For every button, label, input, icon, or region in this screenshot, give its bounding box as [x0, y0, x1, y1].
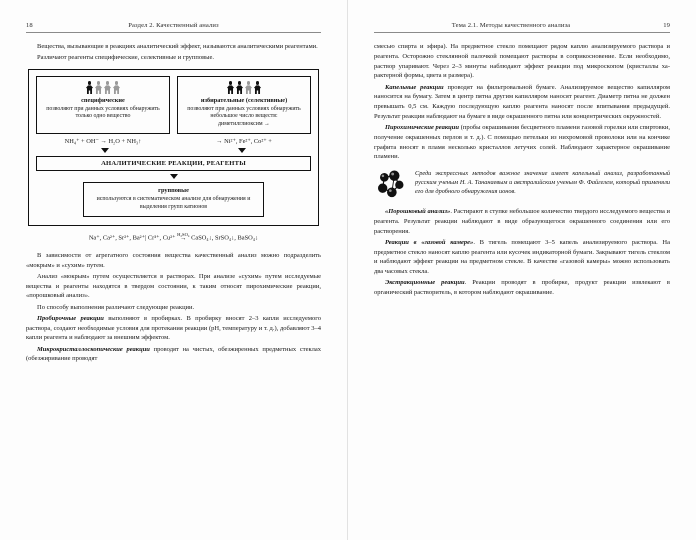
note-text: Среди экспрессных методов важное значение имеет капельный анализ, разработанный русским ученым Н. А. Тананаевым и австралийским ученым Ф. Файгелем, который применяли его для дробного обнаружения ионов.	[415, 170, 670, 196]
group-reagents-box	[83, 182, 265, 216]
paragraph	[374, 123, 670, 162]
paragraph	[26, 345, 321, 365]
right-running-head: Тема 2.1. Методы качественного анализа	[451, 22, 571, 29]
arrow-down-icon	[170, 174, 178, 179]
person-icon	[254, 81, 261, 94]
term-rest: (пробы окрашивания бесцветного пламени газовой горелки или спиртовки, получение окрашенных перлов и т. д.). С помощью петельки из нихромовой проволоки или на кончике графита вносят в пламя несколько кристаллов летучих солей. Наблюдают характерное окрашивание пламени.	[374, 124, 670, 161]
right-page	[348, 0, 696, 540]
term-lead: Экстракционные реакции	[385, 279, 465, 287]
left-header	[26, 22, 321, 33]
group-title: групповые	[158, 187, 189, 195]
reagents-diagram	[28, 69, 319, 226]
term-rest: . В тигель помещают 3–5 капель анализируемого раствора. На предметное стекло наносят каплю реагента или кусочек индикаторной бумаги. Закрывают тигель стеклом и наблюдают эффект реакции на предметном стекле. В качестве «газовой камеры» можно использовать два часовых стекла.	[374, 238, 670, 275]
selective-subtext: диметилглиоксим →	[218, 121, 270, 128]
arrow-down-icon	[238, 148, 246, 153]
term-lead: Реакции в «газовой камере»	[385, 238, 474, 246]
figure-group-specific	[41, 81, 165, 94]
diagram-arrows	[36, 145, 311, 156]
term-lead: Пирохимические реакции	[385, 124, 459, 131]
arrow-down-icon	[101, 148, 109, 153]
person-icon	[104, 81, 111, 94]
group-reaction-equation	[26, 233, 321, 243]
note-callout	[374, 169, 670, 199]
specific-title: специфические	[81, 97, 125, 104]
group-text: используются в систематическом анализе для обнаружения и выделения групп катионов	[96, 195, 251, 210]
term-rest: . Реакции проводят в пробирке, продукт реакции извлекают в органический растворитель, в котором наблюдают окрашивание.	[374, 279, 670, 296]
person-icon	[236, 81, 243, 94]
reaction-arrow: H₂SO₄ →	[177, 231, 190, 243]
selective-title: избирательные (селективные)	[200, 97, 288, 104]
person-icon	[245, 81, 252, 94]
paragraph: В зависимости от агрегатного состояния вещества качественный анализ можно подразделить «мокрым» и «сухим» путем.	[26, 251, 321, 269]
figure-group-selective	[182, 81, 306, 94]
selective-text: позволяют при данных условиях обнаружить небольшое число веществ:	[187, 105, 301, 120]
term-rest: проводят на чистых, обезжиренных предметных стеклах (обезжиривание проводят	[26, 345, 321, 363]
paragraph	[374, 278, 670, 298]
right-header	[374, 22, 670, 33]
term-rest: проводят на фильтровальной бумаге. Анализируемое вещество капилляром наносится на бумагу. Затем в центр пятна другим капилляром наносят реагент. Диаметр пятна не должен превышать 0,5 см. Каждую последующую каплю реагента наносят после впитывания предыдущей. Результат реакции наблюдают на бумаге в виде окрашенного пятна или концентрических окружностей.	[374, 83, 671, 120]
specific-text: позволяют при данных условиях обнаружить только одно вещество	[46, 105, 160, 120]
selective-formula: → Ni²⁺, Fe²⁺, Co²⁺ +	[216, 138, 272, 146]
left-folio: 18	[26, 22, 33, 29]
paragraph	[26, 314, 321, 343]
term-rest: . Растирают в ступке небольшое количество твердого исследуемого вещества и реагента. Результат реакции наблюдают в виде образующегося окрашенного соединения или его растворения.	[374, 208, 670, 235]
selective-reagents-box	[177, 76, 311, 134]
diagram-top-row	[36, 76, 311, 134]
paragraph	[374, 83, 670, 122]
specific-reagents-box	[36, 76, 170, 134]
paragraph: По способу выполнения различают следующие реакции.	[37, 303, 195, 311]
paragraph: Различают реагенты специфические, селективные и групповые.	[37, 54, 215, 62]
person-icon	[227, 81, 234, 94]
term-lead: Капельные реакции	[385, 83, 444, 91]
term-lead: «Порошковый анализ»	[385, 208, 451, 215]
reaction-products: CaSO₄↓, SrSO₄↓, BaSO₄↓	[191, 234, 259, 242]
term-lead: Пробирочные реакции	[37, 314, 104, 322]
paragraph	[374, 207, 670, 236]
person-icon	[86, 81, 93, 94]
left-running-head: Раздел 2. Качественный анализ	[128, 22, 219, 29]
diagram-formula-row	[36, 134, 311, 145]
paragraph: Вещества, вызывающие в реакциях аналитический эффект, называются аналитическими реагентами.	[37, 43, 318, 50]
reaction-arrow-label: H₂SO₄	[177, 231, 190, 237]
person-icon	[95, 81, 102, 94]
person-icon	[113, 81, 120, 94]
paragraph	[374, 238, 670, 277]
right-folio: 19	[663, 22, 670, 29]
reaction-reagents: Na⁺, Ca²⁺, Sr²⁺, Ba²⁺| Cr³⁺, Cu²⁺	[88, 234, 176, 242]
diagram-band: АНАЛИТИЧЕСКИЕ РЕАКЦИИ, РЕАГЕНТЫ	[36, 156, 311, 171]
paragraph: смесью спирта и эфира). На предметное стекло помещают рядом каплю анализируемого раствора и реагента. Осторожно стеклянной палочкой помещают растворы в соприкосновение. Если необходимо, раствор упаривают. Через 2–3 минуты наблюдают эффект реакции под микроскопом (кристаллы характерной формы, цвета и размера).	[374, 43, 670, 80]
paragraph: Анализ «мокрым» путем осуществляется в растворах. При анализе «сухим» путем исследуемые вещества и реагенты находятся в твердом состоянии, к таким относят пирохимические реакции, «порошковый анализ».	[26, 272, 321, 300]
term-rest: выполняют в пробирках. В пробирку вносят 2–3 капли исследуемого раствора, создают необходимые условия для протекания реакции (рН, температуру и т. д.), добавляют 3–4 капли реагента и наблюдают за внешним эффектом.	[26, 314, 321, 342]
molecule-icon	[374, 169, 408, 199]
specific-formula: NH₄⁺ + OH⁻ → H₂O + NH₃↑	[64, 138, 142, 146]
term-lead: Микрокристаллоскопические реакции	[37, 345, 150, 353]
